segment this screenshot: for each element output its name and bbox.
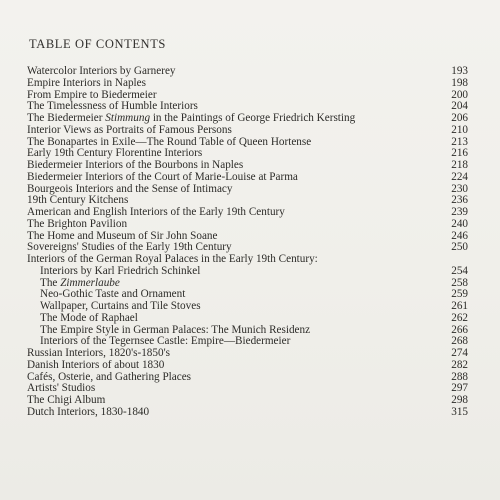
- toc-entry-title-segment: The Timelessness of Humble Interiors: [27, 100, 198, 113]
- toc-entry-title-segment: Interiors of the German Royal Palaces in the Early 19th Century:: [27, 253, 318, 265]
- toc-entry-page-number: 230: [451, 182, 468, 195]
- toc-entry-page-number: 206: [451, 112, 468, 124]
- toc-entry-page-number: 213: [451, 135, 468, 148]
- toc-entry-title-segment: Biedermeier Interiors of the Court of Marie-Louise at Parma: [27, 170, 298, 183]
- toc-entry-title-segment: Interiors of the Tegernsee Castle: Empire—Biedermeier: [40, 335, 291, 348]
- toc-entry-page-number: 250: [451, 241, 468, 254]
- toc-entry-page-number: 298: [451, 394, 468, 406]
- toc-entry-title-segment: Empire Interiors in Naples: [27, 76, 146, 89]
- toc-entry-title: [27, 407, 149, 419]
- toc-entry-title-segment: The: [40, 276, 61, 289]
- toc-entry-page-number: 204: [451, 100, 468, 113]
- toc-heading: TABLE OF CONTENTS: [29, 37, 166, 51]
- toc-entry-title-segment: Bourgeois Interiors and the Sense of Intimacy: [27, 182, 233, 195]
- toc-entry-page-number: 266: [451, 323, 468, 336]
- toc-entry-title-segment: Sovereigns' Studies of the Early 19th Century: [27, 241, 232, 254]
- toc-entry-page-number: 261: [451, 300, 468, 312]
- toc-entry-page-number: 216: [451, 147, 468, 160]
- toc-entry-page-number: 210: [451, 123, 468, 136]
- toc-entry-title-segment: The Chigi Album: [27, 394, 106, 406]
- toc-entry-title-segment: in the Paintings of George Friedrich Kersting: [150, 112, 356, 124]
- toc-entry-title-segment: Danish Interiors of about 1830: [27, 358, 165, 371]
- toc-entry-page-number: 236: [451, 194, 468, 207]
- toc-entry-title-segment: Biedermeier Interiors of the Bourbons in Naples: [27, 159, 244, 171]
- toc-entry-page-number: 218: [451, 159, 468, 171]
- toc-entry-title-segment: Russian Interiors, 1820's-1850's: [27, 347, 170, 359]
- toc-entry-title-segment: Artists' Studios: [27, 382, 96, 395]
- toc-entry-title-segment: Interior Views as Portraits of Famous Persons: [27, 123, 232, 136]
- toc-entry-title-segment: The Mode of Raphael: [40, 311, 138, 324]
- toc-entry-title-segment: The Empire Style in German Palaces: The Munich Residenz: [40, 323, 311, 336]
- toc-entry-page-number: 315: [451, 405, 468, 418]
- toc-entry-page-number: 198: [451, 76, 468, 89]
- toc-entry-page-number: 240: [451, 217, 468, 230]
- toc-entry-page-number: 268: [451, 335, 468, 348]
- toc-entry-title-segment: Watercolor Interiors by Garnerey: [27, 65, 176, 77]
- toc-entry-title-segment: Stimmung: [105, 112, 151, 124]
- toc-entry-title-segment: Zimmerlaube: [60, 276, 120, 289]
- toc-entry-page-number: 239: [451, 206, 468, 218]
- toc-entry-page-number: 193: [451, 65, 468, 77]
- toc-entry-title-segment: Cafés, Osterie, and Gathering Places: [27, 370, 192, 383]
- toc-entry-page-number: 262: [451, 311, 468, 324]
- toc-entry-title-segment: The Brighton Pavilion: [27, 217, 128, 230]
- toc-entry-page-number: 297: [451, 382, 468, 395]
- toc-entry-title-segment: Wallpaper, Curtains and Tile Stoves: [40, 300, 201, 312]
- toc-entry-page-number: 224: [451, 170, 468, 183]
- toc-list: [0, 66, 500, 419]
- toc-entry: [0, 407, 500, 419]
- toc-entry-title-segment: The Biedermeier: [27, 112, 106, 124]
- toc-entry-title-segment: From Empire to Biedermeier: [27, 88, 157, 101]
- toc-entry-title-segment: Early 19th Century Florentine Interiors: [27, 147, 203, 160]
- toc-entry-title-segment: Dutch Interiors, 1830-1840: [27, 405, 150, 418]
- toc-entry-page-number: 258: [451, 276, 468, 289]
- toc-entry-page-number: 246: [451, 229, 468, 242]
- toc-entry-page-number: 200: [451, 88, 468, 101]
- toc-entry-title-segment: 19th Century Kitchens: [27, 194, 129, 207]
- toc-entry-title-segment: Neo-Gothic Taste and Ornament: [40, 288, 186, 301]
- toc-entry-page-number: 254: [451, 264, 468, 277]
- toc-entry-title-segment: The Home and Museum of Sir John Soane: [27, 229, 218, 242]
- toc-entry-page-number: 288: [451, 370, 468, 383]
- toc-entry-page-number: 259: [451, 288, 468, 301]
- toc-entry-title-segment: The Bonapartes in Exile—The Round Table of Queen Hortense: [27, 135, 312, 148]
- toc-entry-page-number: 274: [451, 347, 468, 359]
- toc-entry-page-number: 282: [451, 358, 468, 371]
- toc-entry-title-segment: Interiors by Karl Friedrich Schinkel: [40, 264, 201, 277]
- toc-entry-title-segment: American and English Interiors of the Early 19th Century: [27, 206, 285, 218]
